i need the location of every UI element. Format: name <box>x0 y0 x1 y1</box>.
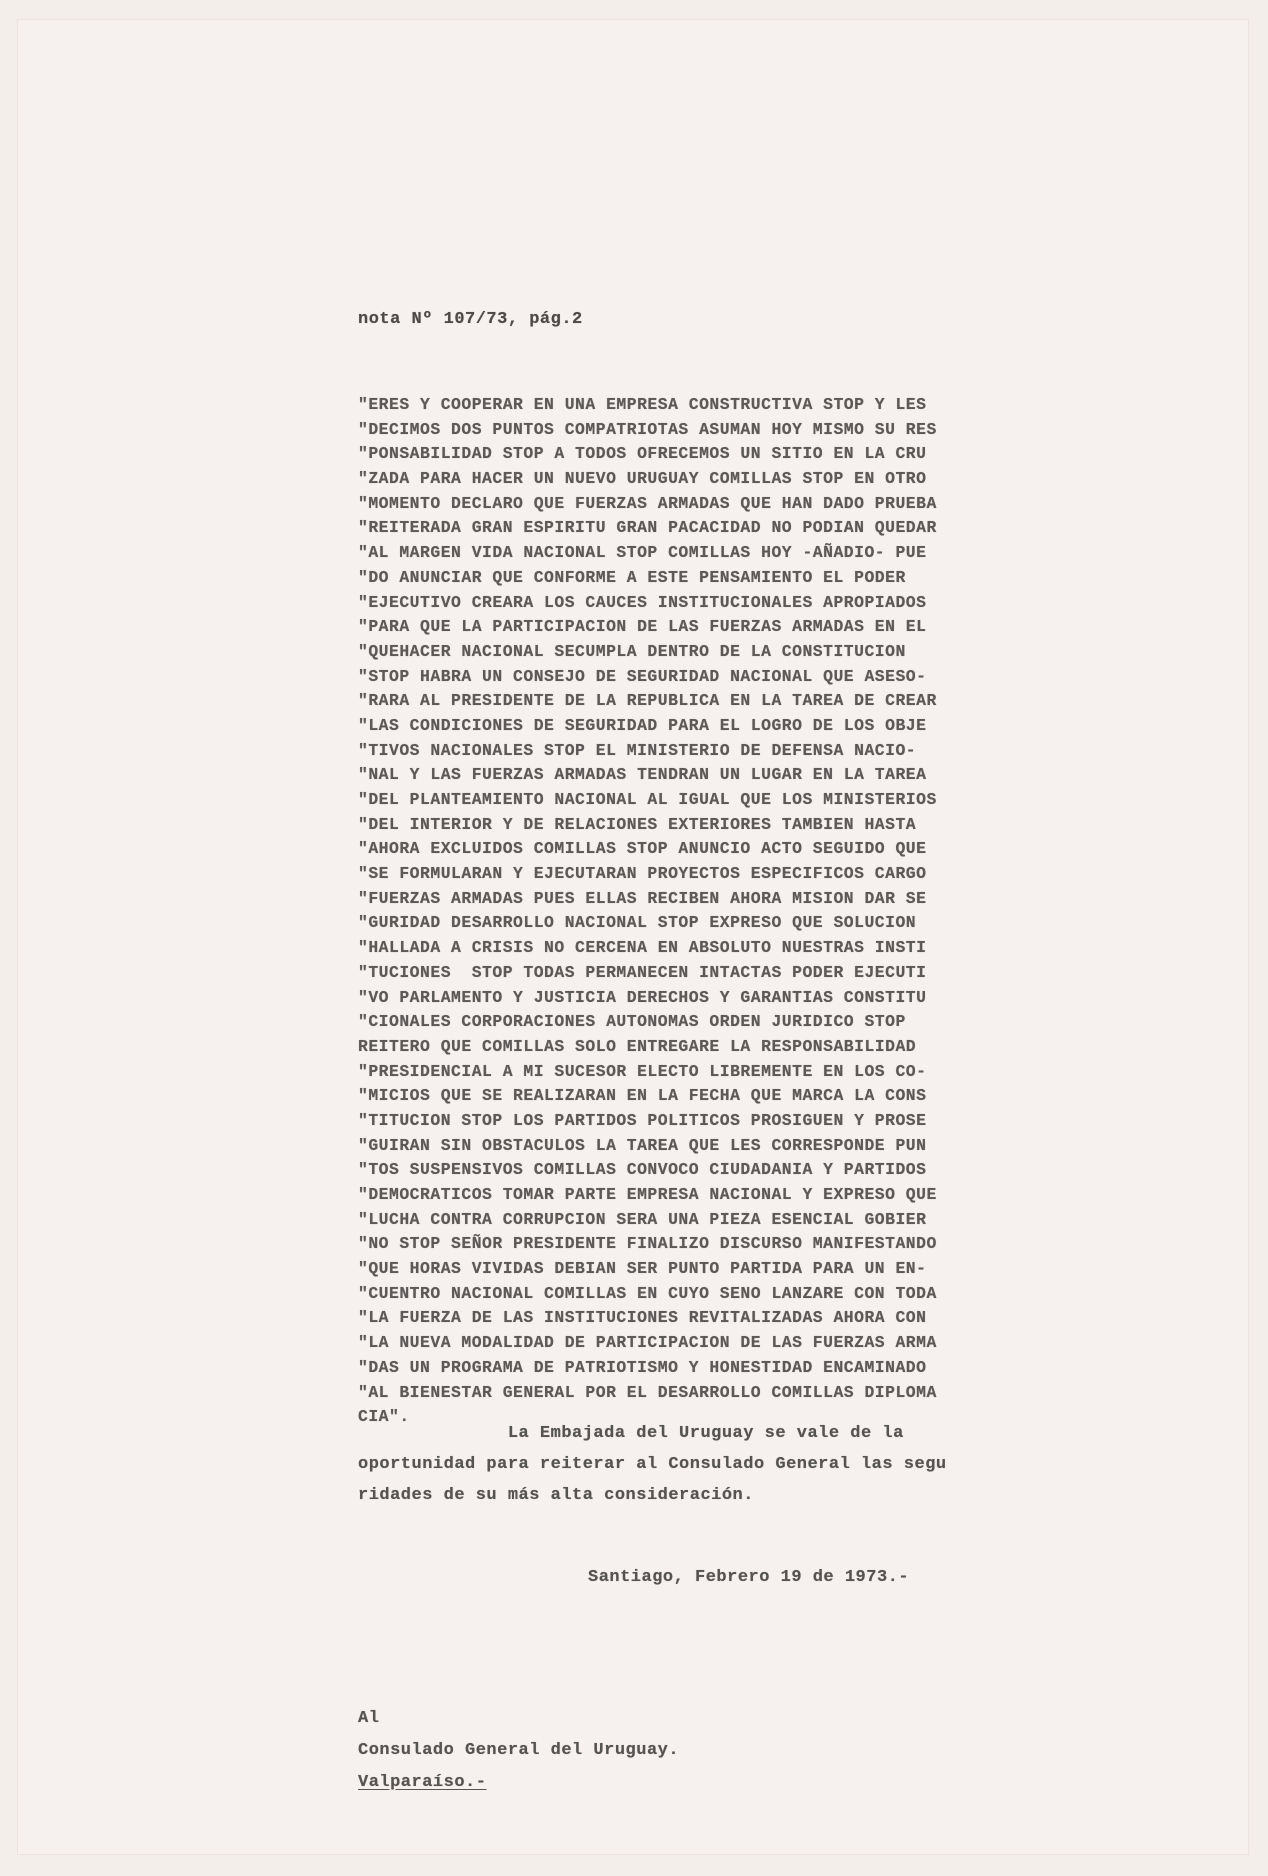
body-line: "DEMOCRATICOS TOMAR PARTE EMPRESA NACIONAL Y EXPRESO QUE <box>358 1185 937 1204</box>
body-line: "TOS SUSPENSIVOS COMILLAS CONVOCO CIUDADANIA Y PARTIDOS <box>358 1160 927 1180</box>
body-line: "MOMENTO DECLARO QUE FUERZAS ARMADAS QUE HAN DADO PRUEBA <box>358 493 937 513</box>
body-line: "TIVOS NACIONALES STOP EL MINISTERIO DE DEFENSA NACIO- <box>358 740 917 760</box>
body-line: "DEL PLANTEAMIENTO NACIONAL AL IGUAL QUE LOS MINISTERIOS <box>358 790 937 809</box>
body-line: "RARA AL PRESIDENTE DE LA REPUBLICA EN LA TAREA DE CREAR <box>358 691 937 711</box>
body-line: "QUE HORAS VIVIDAS DEBIAN SER PUNTO PARTIDA PARA UN EN- <box>358 1259 927 1279</box>
closing-paragraph <box>358 1418 947 1511</box>
body-line: "AHORA EXCLUIDOS COMILLAS STOP ANUNCIO ACTO SEGUIDO QUE <box>358 839 927 859</box>
body-line: "DAS UN PROGRAMA DE PATRIOTISMO Y HONESTIDAD ENCAMINADO <box>358 1357 927 1377</box>
body-line: "GUIRAN SIN OBSTACULOS LA TAREA QUE LES CORRESPONDE PUN <box>358 1135 927 1155</box>
body-line: "EJECUTIVO CREARA LOS CAUCES INSTITUCIONALES APROPIADOS <box>358 592 927 612</box>
body-line: "LUCHA CONTRA CORRUPCION SERA UNA PIEZA ESENCIAL GOBIER <box>358 1209 927 1229</box>
body-line: "GURIDAD DESARROLLO NACIONAL STOP EXPRESO QUE SOLUCION <box>358 913 917 933</box>
body-line: "LA NUEVA MODALIDAD DE PARTICIPACION DE LAS FUERZAS ARMA <box>358 1333 937 1353</box>
body-line: "TUCIONES STOP TODAS PERMANECEN INTACTAS PODER EJECUTI <box>358 962 927 982</box>
telegram-body <box>358 393 1178 1430</box>
body-line: "AL MARGEN VIDA NACIONAL STOP COMILLAS HOY -AÑADIO- PUE <box>358 543 927 563</box>
recipient-salutation: Al <box>358 1709 380 1728</box>
body-line: "VO PARLAMENTO Y JUSTICIA DERECHOS Y GARANTIAS CONSTITU <box>358 987 927 1007</box>
closing-line: ridades de su más alta consideración. <box>358 1486 754 1505</box>
body-line: "HALLADA A CRISIS NO CERCENA EN ABSOLUTO NUESTRAS INSTI <box>358 938 927 958</box>
document-page <box>18 20 1248 1854</box>
body-line: "LA FUERZA DE LAS INSTITUCIONES REVITALIZADAS AHORA CON <box>358 1308 927 1328</box>
recipient-name: Consulado General del Uruguay. <box>358 1741 680 1760</box>
body-line: "STOP HABRA UN CONSEJO DE SEGURIDAD NACIONAL QUE ASESO- <box>358 666 927 686</box>
body-line: "DO ANUNCIAR QUE CONFORME A ESTE PENSAMIENTO EL PODER <box>358 567 906 587</box>
body-line: "FUERZAS ARMADAS PUES ELLAS RECIBEN AHORA MISION DAR SE <box>358 888 927 908</box>
body-line: CIA". <box>358 1407 410 1427</box>
body-line: "PARA QUE LA PARTICIPACION DE LAS FUERZAS ARMADAS EN EL <box>358 617 927 637</box>
body-line: "CIONALES CORPORACIONES AUTONOMAS ORDEN JURIDICO STOP <box>358 1012 906 1032</box>
body-line: "MICIOS QUE SE REALIZARAN EN LA FECHA QUE MARCA LA CONS <box>358 1086 927 1106</box>
body-line: "TITUCION STOP LOS PARTIDOS POLITICOS PROSIGUEN Y PROSE <box>358 1110 927 1130</box>
body-line: "LAS CONDICIONES DE SEGURIDAD PARA EL LOGRO DE LOS OBJE <box>358 715 927 735</box>
closing-line: oportunidad para reiterar al Consulado General las segu <box>358 1455 947 1474</box>
body-line: "SE FORMULARAN Y EJECUTARAN PROYECTOS ESPECIFICOS CARGO <box>358 864 927 884</box>
body-line: "AL BIENESTAR GENERAL POR EL DESARROLLO COMILLAS DIPLOMA <box>358 1382 937 1402</box>
body-line: REITERO QUE COMILLAS SOLO ENTREGARE LA RESPONSABILIDAD <box>358 1036 917 1056</box>
body-line: "QUEHACER NACIONAL SECUMPLA DENTRO DE LA CONSTITUCION <box>358 641 906 661</box>
body-line: "NAL Y LAS FUERZAS ARMADAS TENDRAN UN LUGAR EN LA TAREA <box>358 765 927 785</box>
body-line: "PONSABILIDAD STOP A TODOS OFRECEMOS UN SITIO EN LA CRU <box>358 444 927 464</box>
date-line: Santiago, Febrero 19 de 1973.- <box>588 1568 910 1587</box>
body-line: "DECIMOS DOS PUNTOS COMPATRIOTAS ASUMAN HOY MISMO SU RES <box>358 419 937 439</box>
body-line: "ERES Y COOPERAR EN UNA EMPRESA CONSTRUCTIVA STOP Y LES <box>358 395 927 414</box>
body-line: "PRESIDENCIAL A MI SUCESOR ELECTO LIBREMENTE EN LOS CO- <box>358 1061 927 1081</box>
body-line: "DEL INTERIOR Y DE RELACIONES EXTERIORES TAMBIEN HASTA <box>358 814 917 834</box>
page-header: nota Nº 107/73, pág.2 <box>358 310 583 329</box>
closing-line: La Embajada del Uruguay se vale de la <box>358 1424 904 1443</box>
recipient-city <box>358 1767 679 1799</box>
recipient-block <box>358 1703 679 1799</box>
body-line: "ZADA PARA HACER UN NUEVO URUGUAY COMILLAS STOP EN OTRO <box>358 469 927 489</box>
body-line: "REITERADA GRAN ESPIRITU GRAN PACACIDAD NO PODIAN QUEDAR <box>358 518 937 538</box>
body-line: "NO STOP SEÑOR PRESIDENTE FINALIZO DISCURSO MANIFESTANDO <box>358 1234 937 1254</box>
body-line: "CUENTRO NACIONAL COMILLAS EN CUYO SENO LANZARE CON TODA <box>358 1283 937 1303</box>
recipient-city-text: Valparaíso.- <box>358 1773 487 1792</box>
